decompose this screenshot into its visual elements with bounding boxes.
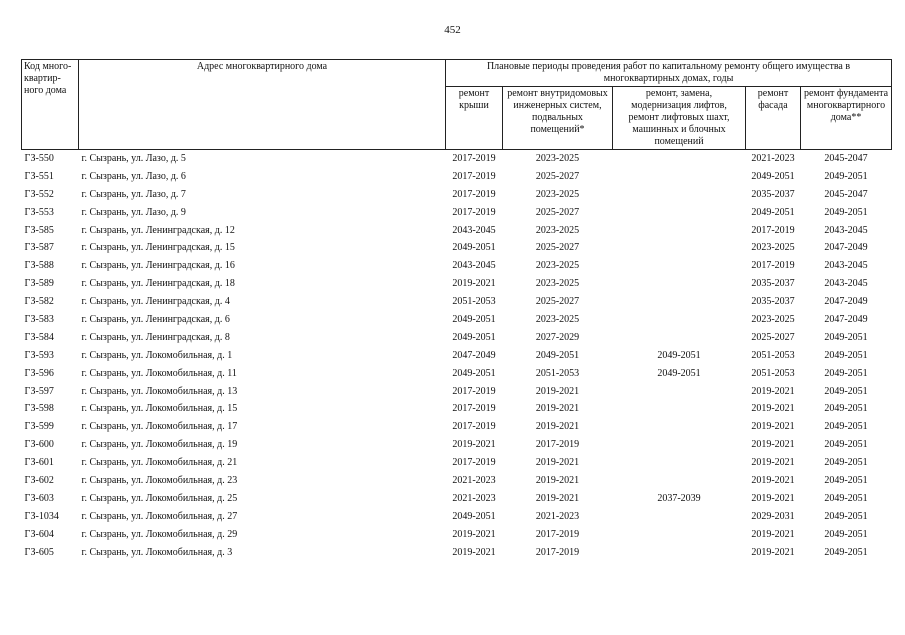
cell-facade: 2021-2023 bbox=[751, 152, 795, 164]
cell-systems: 2017-2019 bbox=[535, 528, 580, 540]
cell-roof: 2017-2019 bbox=[452, 403, 496, 415]
cell-address: г. Сызрань, ул. Ленинградская, д. 18 bbox=[81, 278, 235, 290]
cell-facade: 2049-2051 bbox=[751, 170, 795, 182]
header-facade: ремонт фасада bbox=[746, 87, 801, 150]
table-row bbox=[22, 526, 892, 544]
cell-code: ГЗ-583 bbox=[24, 313, 54, 325]
cell-code: ГЗ-1034 bbox=[24, 510, 59, 522]
cell-facade: 2051-2053 bbox=[751, 349, 795, 361]
cell-foundation: 2049-2051 bbox=[824, 510, 868, 522]
cell-foundation: 2047-2049 bbox=[824, 242, 868, 254]
cell-systems: 2019-2021 bbox=[535, 474, 580, 486]
cell-address: г. Сызрань, ул. Ленинградская, д. 12 bbox=[81, 224, 235, 236]
cell-systems: 2023-2025 bbox=[535, 278, 580, 290]
cell-systems: 2019-2021 bbox=[535, 385, 580, 397]
cell-lifts: 2049-2051 bbox=[657, 349, 701, 361]
cell-lifts bbox=[613, 222, 746, 240]
cell-address: г. Сызрань, ул. Лазо, д. 9 bbox=[81, 206, 186, 218]
cell-lifts bbox=[613, 204, 746, 222]
cell-foundation: 2049-2051 bbox=[824, 349, 868, 361]
cell-code: ГЗ-600 bbox=[24, 439, 54, 451]
cell-facade: 2035-2037 bbox=[751, 188, 795, 200]
cell-address: г. Сызрань, ул. Локомобильная, д. 19 bbox=[81, 439, 238, 451]
cell-roof: 2017-2019 bbox=[452, 385, 496, 397]
cell-code: ГЗ-601 bbox=[24, 457, 54, 469]
table-row bbox=[22, 365, 892, 383]
header-code: Код много-квартир-ного дома bbox=[22, 60, 79, 150]
table-row bbox=[22, 275, 892, 293]
cell-systems: 2025-2027 bbox=[535, 206, 580, 218]
table-row bbox=[22, 293, 892, 311]
cell-systems: 2021-2023 bbox=[535, 510, 580, 522]
cell-code: ГЗ-550 bbox=[24, 152, 54, 164]
cell-code: ГЗ-593 bbox=[24, 349, 54, 361]
cell-code: ГЗ-588 bbox=[24, 260, 54, 272]
cell-facade: 2019-2021 bbox=[751, 546, 795, 558]
cell-foundation: 2049-2051 bbox=[824, 421, 868, 433]
cell-facade: 2019-2021 bbox=[751, 385, 795, 397]
table-row bbox=[22, 150, 892, 168]
cell-lifts bbox=[613, 329, 746, 347]
cell-lifts bbox=[613, 383, 746, 401]
cell-roof: 2021-2023 bbox=[452, 492, 496, 504]
cell-facade: 2049-2051 bbox=[751, 206, 795, 218]
cell-roof: 2049-2051 bbox=[452, 242, 496, 254]
cell-systems: 2023-2025 bbox=[535, 152, 580, 164]
cell-roof: 2019-2021 bbox=[452, 546, 496, 558]
cell-roof: 2017-2019 bbox=[452, 188, 496, 200]
cell-code: ГЗ-603 bbox=[24, 492, 54, 504]
header-lifts: ремонт, замена, модернизация лифтов, ремонт лифтовых шахт, машинных и блочных помещений bbox=[613, 87, 746, 150]
cell-systems: 2023-2025 bbox=[535, 313, 580, 325]
cell-foundation: 2049-2051 bbox=[824, 385, 868, 397]
cell-address: г. Сызрань, ул. Локомобильная, д. 29 bbox=[81, 528, 238, 540]
cell-foundation: 2049-2051 bbox=[824, 206, 868, 218]
cell-systems: 2017-2019 bbox=[535, 439, 580, 451]
cell-facade: 2019-2021 bbox=[751, 528, 795, 540]
cell-address: г. Сызрань, ул. Локомобильная, д. 17 bbox=[81, 421, 238, 433]
cell-code: ГЗ-553 bbox=[24, 206, 54, 218]
cell-foundation: 2049-2051 bbox=[824, 403, 868, 415]
cell-lifts bbox=[613, 168, 746, 186]
cell-roof: 2043-2045 bbox=[452, 224, 496, 236]
cell-foundation: 2049-2051 bbox=[824, 439, 868, 451]
cell-code: ГЗ-604 bbox=[24, 528, 54, 540]
cell-lifts bbox=[613, 508, 746, 526]
cell-roof: 2021-2023 bbox=[452, 474, 496, 486]
cell-facade: 2023-2025 bbox=[751, 313, 795, 325]
cell-address: г. Сызрань, ул. Лазо, д. 7 bbox=[81, 188, 186, 200]
table-row bbox=[22, 311, 892, 329]
table-row bbox=[22, 257, 892, 275]
cell-address: г. Сызрань, ул. Ленинградская, д. 6 bbox=[81, 313, 230, 325]
cell-foundation: 2049-2051 bbox=[824, 170, 868, 182]
cell-roof: 2017-2019 bbox=[452, 206, 496, 218]
page-number: 452 bbox=[444, 24, 461, 36]
cell-lifts bbox=[613, 400, 746, 418]
table-row bbox=[22, 490, 892, 508]
header-roof: ремонт крыши bbox=[446, 87, 503, 150]
cell-systems: 2049-2051 bbox=[535, 349, 580, 361]
cell-address: г. Сызрань, ул. Ленинградская, д. 8 bbox=[81, 331, 230, 343]
cell-facade: 2019-2021 bbox=[751, 492, 795, 504]
cell-facade: 2035-2037 bbox=[751, 278, 795, 290]
table-row bbox=[22, 168, 892, 186]
cell-roof: 2019-2021 bbox=[452, 278, 496, 290]
cell-code: ГЗ-584 bbox=[24, 331, 54, 343]
cell-roof: 2019-2021 bbox=[452, 528, 496, 540]
header-address: Адрес многоквартирного дома bbox=[79, 60, 446, 150]
table-row bbox=[22, 400, 892, 418]
cell-address: г. Сызрань, ул. Ленинградская, д. 4 bbox=[81, 296, 230, 308]
cell-systems: 2023-2025 bbox=[535, 260, 580, 272]
cell-code: ГЗ-552 bbox=[24, 188, 54, 200]
repair-schedule-table bbox=[21, 59, 892, 561]
cell-foundation: 2049-2051 bbox=[824, 457, 868, 469]
header-periods: Плановые периоды проведения работ по капитальному ремонту общего имущества в многоквартирных домах, годы bbox=[446, 60, 892, 87]
cell-address: г. Сызрань, ул. Лазо, д. 6 bbox=[81, 170, 186, 182]
cell-roof: 2017-2019 bbox=[452, 457, 496, 469]
table-body bbox=[22, 150, 892, 562]
cell-systems: 2019-2021 bbox=[535, 403, 580, 415]
cell-facade: 2017-2019 bbox=[751, 260, 795, 272]
cell-address: г. Сызрань, ул. Локомобильная, д. 1 bbox=[81, 349, 233, 361]
cell-address: г. Сызрань, ул. Локомобильная, д. 21 bbox=[81, 457, 238, 469]
cell-systems: 2017-2019 bbox=[535, 546, 580, 558]
cell-address: г. Сызрань, ул. Локомобильная, д. 15 bbox=[81, 403, 238, 415]
table-row bbox=[22, 383, 892, 401]
cell-facade: 2019-2021 bbox=[751, 439, 795, 451]
cell-roof: 2051-2053 bbox=[452, 296, 496, 308]
cell-foundation: 2047-2049 bbox=[824, 296, 868, 308]
table-row bbox=[22, 544, 892, 562]
cell-roof: 2049-2051 bbox=[452, 367, 496, 379]
cell-roof: 2049-2051 bbox=[452, 313, 496, 325]
cell-systems: 2019-2021 bbox=[535, 492, 580, 504]
cell-roof: 2017-2019 bbox=[452, 152, 496, 164]
cell-systems: 2019-2021 bbox=[535, 421, 580, 433]
cell-lifts: 2037-2039 bbox=[657, 492, 701, 504]
cell-facade: 2017-2019 bbox=[751, 224, 795, 236]
table-row bbox=[22, 472, 892, 490]
cell-address: г. Сызрань, ул. Лазо, д. 5 bbox=[81, 152, 186, 164]
cell-facade: 2051-2053 bbox=[751, 367, 795, 379]
cell-foundation: 2049-2051 bbox=[824, 528, 868, 540]
cell-lifts bbox=[613, 418, 746, 436]
cell-systems: 2019-2021 bbox=[535, 457, 580, 469]
cell-lifts bbox=[613, 150, 746, 168]
cell-code: ГЗ-605 bbox=[24, 546, 54, 558]
cell-code: ГЗ-597 bbox=[24, 385, 54, 397]
header-foundation: ремонт фундамента многоквартирного дома** bbox=[801, 87, 892, 150]
table-row bbox=[22, 204, 892, 222]
table-row bbox=[22, 418, 892, 436]
cell-lifts bbox=[613, 436, 746, 454]
cell-facade: 2019-2021 bbox=[751, 457, 795, 469]
cell-lifts bbox=[613, 472, 746, 490]
cell-address: г. Сызрань, ул. Локомобильная, д. 11 bbox=[81, 367, 237, 379]
cell-code: ГЗ-598 bbox=[24, 403, 54, 415]
cell-lifts: 2049-2051 bbox=[657, 367, 701, 379]
cell-roof: 2019-2021 bbox=[452, 439, 496, 451]
cell-foundation: 2043-2045 bbox=[824, 278, 868, 290]
cell-lifts bbox=[613, 293, 746, 311]
cell-address: г. Сызрань, ул. Локомобильная, д. 25 bbox=[81, 492, 238, 504]
cell-systems: 2051-2053 bbox=[535, 367, 580, 379]
cell-facade: 2029-2031 bbox=[751, 510, 795, 522]
cell-foundation: 2049-2051 bbox=[824, 546, 868, 558]
table-row bbox=[22, 186, 892, 204]
cell-code: ГЗ-587 bbox=[24, 242, 54, 254]
cell-lifts bbox=[613, 544, 746, 562]
cell-lifts bbox=[613, 257, 746, 275]
cell-code: ГЗ-582 bbox=[24, 296, 54, 308]
cell-address: г. Сызрань, ул. Локомобильная, д. 27 bbox=[81, 510, 238, 522]
cell-roof: 2017-2019 bbox=[452, 421, 496, 433]
table-row bbox=[22, 329, 892, 347]
cell-systems: 2023-2025 bbox=[535, 224, 580, 236]
cell-roof: 2017-2019 bbox=[452, 170, 496, 182]
cell-foundation: 2049-2051 bbox=[824, 474, 868, 486]
cell-systems: 2025-2027 bbox=[535, 170, 580, 182]
cell-code: ГЗ-602 bbox=[24, 474, 54, 486]
cell-foundation: 2047-2049 bbox=[824, 313, 868, 325]
table-row bbox=[22, 436, 892, 454]
cell-code: ГЗ-551 bbox=[24, 170, 54, 182]
cell-facade: 2019-2021 bbox=[751, 421, 795, 433]
cell-roof: 2049-2051 bbox=[452, 510, 496, 522]
cell-address: г. Сызрань, ул. Локомобильная, д. 23 bbox=[81, 474, 238, 486]
cell-roof: 2049-2051 bbox=[452, 331, 496, 343]
table-row bbox=[22, 222, 892, 240]
cell-foundation: 2045-2047 bbox=[824, 188, 868, 200]
cell-lifts bbox=[613, 239, 746, 257]
cell-lifts bbox=[613, 311, 746, 329]
cell-facade: 2023-2025 bbox=[751, 242, 795, 254]
cell-foundation: 2049-2051 bbox=[824, 492, 868, 504]
cell-facade: 2035-2037 bbox=[751, 296, 795, 308]
cell-foundation: 2043-2045 bbox=[824, 260, 868, 272]
cell-systems: 2025-2027 bbox=[535, 242, 580, 254]
cell-code: ГЗ-599 bbox=[24, 421, 54, 433]
cell-lifts bbox=[613, 275, 746, 293]
table-row bbox=[22, 239, 892, 257]
cell-code: ГЗ-596 bbox=[24, 367, 54, 379]
cell-lifts bbox=[613, 186, 746, 204]
cell-foundation: 2045-2047 bbox=[824, 152, 868, 164]
cell-code: ГЗ-589 bbox=[24, 278, 54, 290]
cell-address: г. Сызрань, ул. Ленинградская, д. 15 bbox=[81, 242, 235, 254]
cell-code: ГЗ-585 bbox=[24, 224, 54, 236]
cell-facade: 2019-2021 bbox=[751, 474, 795, 486]
cell-address: г. Сызрань, ул. Локомобильная, д. 13 bbox=[81, 385, 238, 397]
cell-lifts bbox=[613, 526, 746, 544]
cell-facade: 2019-2021 bbox=[751, 403, 795, 415]
cell-systems: 2025-2027 bbox=[535, 296, 580, 308]
cell-address: г. Сызрань, ул. Ленинградская, д. 16 bbox=[81, 260, 235, 272]
cell-roof: 2047-2049 bbox=[452, 349, 496, 361]
cell-address: г. Сызрань, ул. Локомобильная, д. 3 bbox=[81, 546, 233, 558]
cell-systems: 2027-2029 bbox=[535, 331, 580, 343]
cell-foundation: 2049-2051 bbox=[824, 331, 868, 343]
cell-systems: 2023-2025 bbox=[535, 188, 580, 200]
cell-facade: 2025-2027 bbox=[751, 331, 795, 343]
cell-foundation: 2043-2045 bbox=[824, 224, 868, 236]
table-row bbox=[22, 454, 892, 472]
cell-foundation: 2049-2051 bbox=[824, 367, 868, 379]
header-systems: ремонт внутридомовых инженерных систем, подвальных помещений* bbox=[503, 87, 613, 150]
cell-lifts bbox=[613, 454, 746, 472]
table-row bbox=[22, 508, 892, 526]
cell-roof: 2043-2045 bbox=[452, 260, 496, 272]
table-row bbox=[22, 347, 892, 365]
